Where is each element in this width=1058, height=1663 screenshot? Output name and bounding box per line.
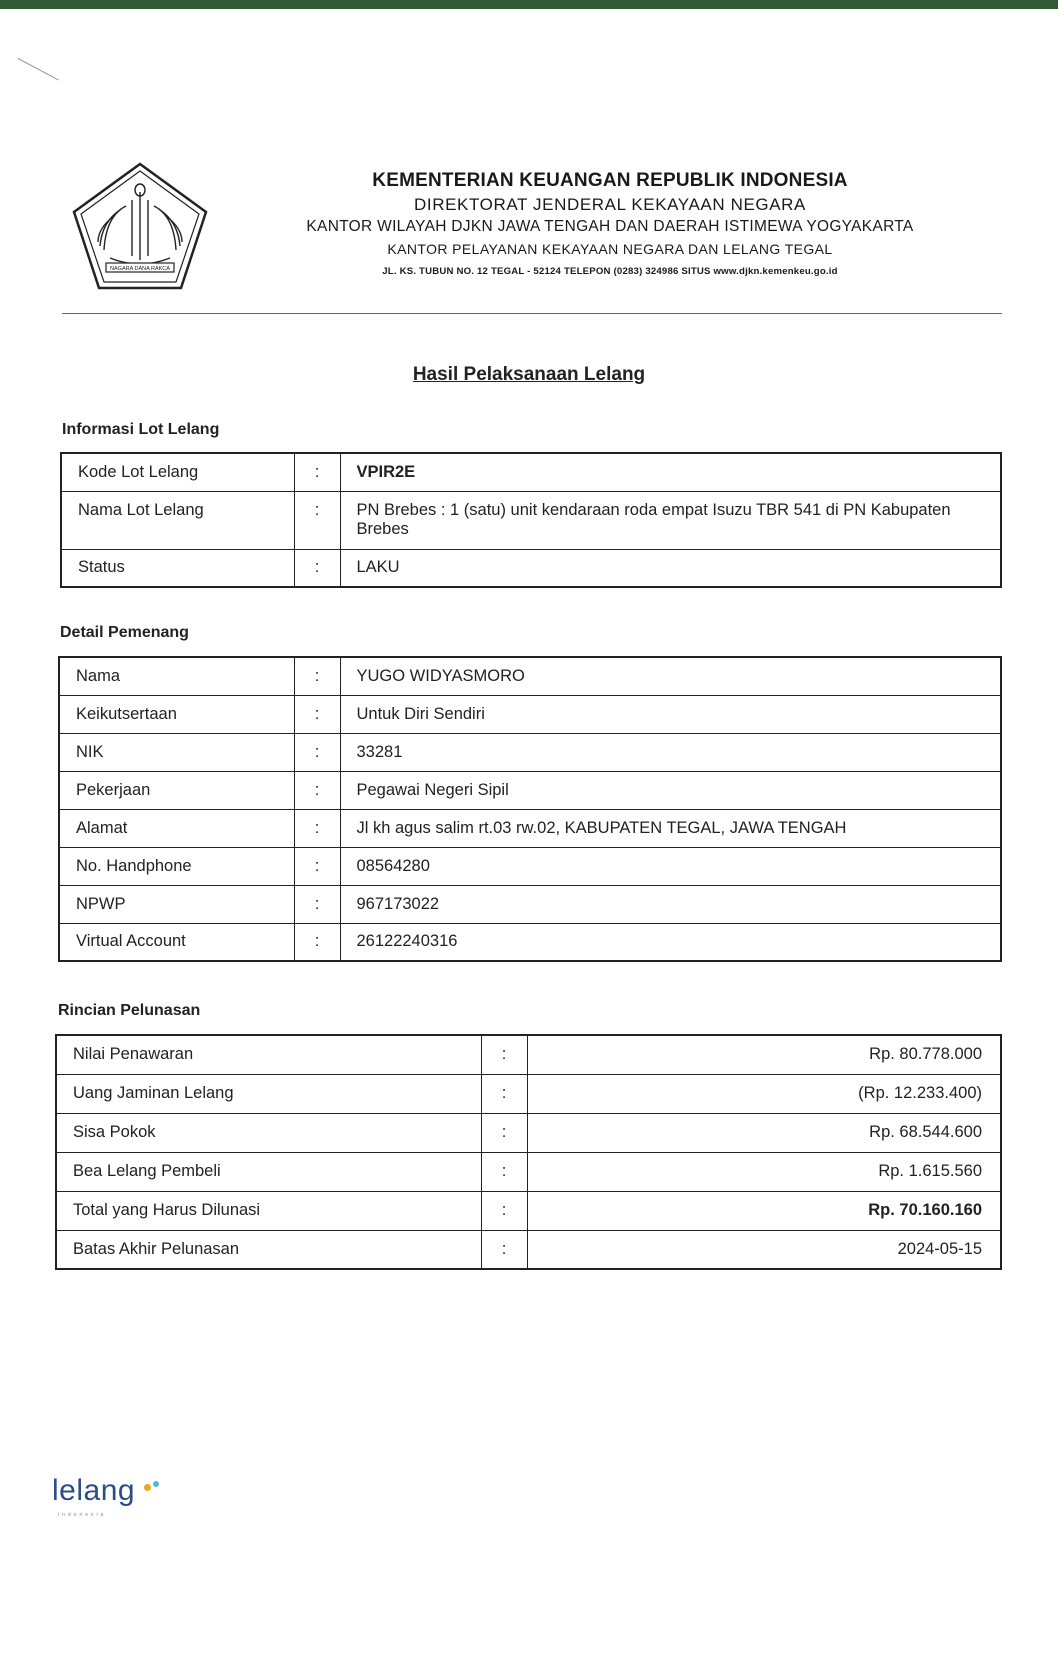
row-value: Jl kh agus salim rt.03 rw.02, KABUPATEN TEGAL, JAWA TENGAH (340, 809, 1001, 847)
row-colon: : (481, 1074, 527, 1113)
lelang-logo (52, 1474, 136, 1518)
document-title: Hasil Pelaksanaan Lelang (412, 364, 646, 385)
table-row (59, 771, 1001, 809)
lot-name-value: PN Brebes : 1 (satu) unit kendaraan roda empat Isuzu TBR 541 di PN Kabupaten Brebes (340, 491, 1001, 549)
section-title-lot-info: Informasi Lot Lelang (62, 421, 220, 438)
table-row (59, 657, 1001, 695)
table-row (56, 1230, 1001, 1269)
row-colon: : (481, 1152, 527, 1191)
logo-dot-icon (144, 1484, 151, 1491)
row-colon: : (294, 695, 340, 733)
row-label: Nama Lot Lelang (61, 491, 294, 549)
row-label: NIK (59, 733, 294, 771)
winner-table (58, 656, 1002, 962)
row-colon: : (294, 549, 340, 587)
row-colon: : (294, 453, 340, 491)
row-colon: : (294, 847, 340, 885)
lot-info-table (60, 452, 1002, 588)
letterhead-ministry: KEMENTERIAN KEUANGAN REPUBLIK INDONESIA (372, 170, 848, 191)
row-label: Total yang Harus Dilunasi (56, 1191, 481, 1230)
row-label: NPWP (59, 885, 294, 923)
row-label: Batas Akhir Pelunasan (56, 1230, 481, 1269)
table-row (61, 453, 1001, 491)
table-row (56, 1035, 1001, 1074)
row-label: No. Handphone (59, 847, 294, 885)
row-amount: (Rp. 12.233.400) (527, 1074, 1001, 1113)
table-row (59, 847, 1001, 885)
row-value: Untuk Diri Sendiri (340, 695, 1001, 733)
row-value: 967173022 (340, 885, 1001, 923)
row-value: 26122240316 (340, 923, 1001, 961)
table-row (59, 885, 1001, 923)
row-colon: : (294, 923, 340, 961)
section-title-winner: Detail Pemenang (60, 624, 189, 641)
logo-dot-icon (153, 1481, 159, 1487)
row-label: Uang Jaminan Lelang (56, 1074, 481, 1113)
payment-table (55, 1034, 1002, 1270)
row-value: 08564280 (340, 847, 1001, 885)
row-label: Nama (59, 657, 294, 695)
letterhead-address: JL. KS. TUBUN NO. 12 TEGAL - 52124 TELEPON (0283) 324986 SITUS www.djkn.kemenkeu.go.id (382, 266, 838, 277)
table-row (56, 1074, 1001, 1113)
row-amount: Rp. 1.615.560 (527, 1152, 1001, 1191)
row-value: Pegawai Negeri Sipil (340, 771, 1001, 809)
table-row (56, 1113, 1001, 1152)
row-label: Kode Lot Lelang (61, 453, 294, 491)
row-value: 33281 (340, 733, 1001, 771)
emblem-motto: NAGARA DANA RAKCA (110, 266, 170, 272)
lelang-logo-word: lelang (52, 1474, 136, 1507)
row-colon: : (294, 733, 340, 771)
table-row (59, 809, 1001, 847)
row-colon: : (481, 1230, 527, 1269)
table-row (61, 491, 1001, 549)
row-label: Pekerjaan (59, 771, 294, 809)
section-title-payment: Rincian Pelunasan (58, 1002, 201, 1019)
table-row (56, 1152, 1001, 1191)
table-row (61, 549, 1001, 587)
lelang-logo-sub: indonesia (58, 1512, 107, 1518)
lot-status-value: LAKU (340, 549, 1001, 587)
row-colon: : (481, 1035, 527, 1074)
lot-code-value: VPIR2E (340, 453, 1001, 491)
row-label: Bea Lelang Pembeli (56, 1152, 481, 1191)
row-colon: : (481, 1113, 527, 1152)
row-colon: : (294, 491, 340, 549)
top-color-band (0, 0, 1058, 9)
row-label: Status (61, 549, 294, 587)
row-colon: : (481, 1191, 527, 1230)
payment-deadline: 2024-05-15 (527, 1230, 1001, 1269)
row-value: YUGO WIDYASMORO (340, 657, 1001, 695)
row-label: Keikutsertaan (59, 695, 294, 733)
letterhead (250, 168, 970, 282)
letterhead-divider (62, 313, 1002, 314)
row-colon: : (294, 771, 340, 809)
row-label: Virtual Account (59, 923, 294, 961)
row-label: Sisa Pokok (56, 1113, 481, 1152)
letterhead-directorate: DIREKTORAT JENDERAL KEKAYAAN NEGARA (414, 195, 806, 214)
row-colon: : (294, 885, 340, 923)
table-row (59, 923, 1001, 961)
row-label: Nilai Penawaran (56, 1035, 481, 1074)
ministry-emblem-icon (70, 160, 210, 292)
row-label: Alamat (59, 809, 294, 847)
letterhead-service-office: KANTOR PELAYANAN KEKAYAAN NEGARA DAN LELANG TEGAL (387, 241, 833, 257)
total-amount: Rp. 70.160.160 (527, 1191, 1001, 1230)
paper-mark (18, 58, 59, 80)
row-colon: : (294, 809, 340, 847)
letterhead-regional-office: KANTOR WILAYAH DJKN JAWA TENGAH DAN DAERAH ISTIMEWA YOGYAKARTA (306, 218, 914, 235)
table-row (59, 733, 1001, 771)
row-colon: : (294, 657, 340, 695)
row-amount: Rp. 68.544.600 (527, 1113, 1001, 1152)
table-row (59, 695, 1001, 733)
table-row (56, 1191, 1001, 1230)
row-amount: Rp. 80.778.000 (527, 1035, 1001, 1074)
